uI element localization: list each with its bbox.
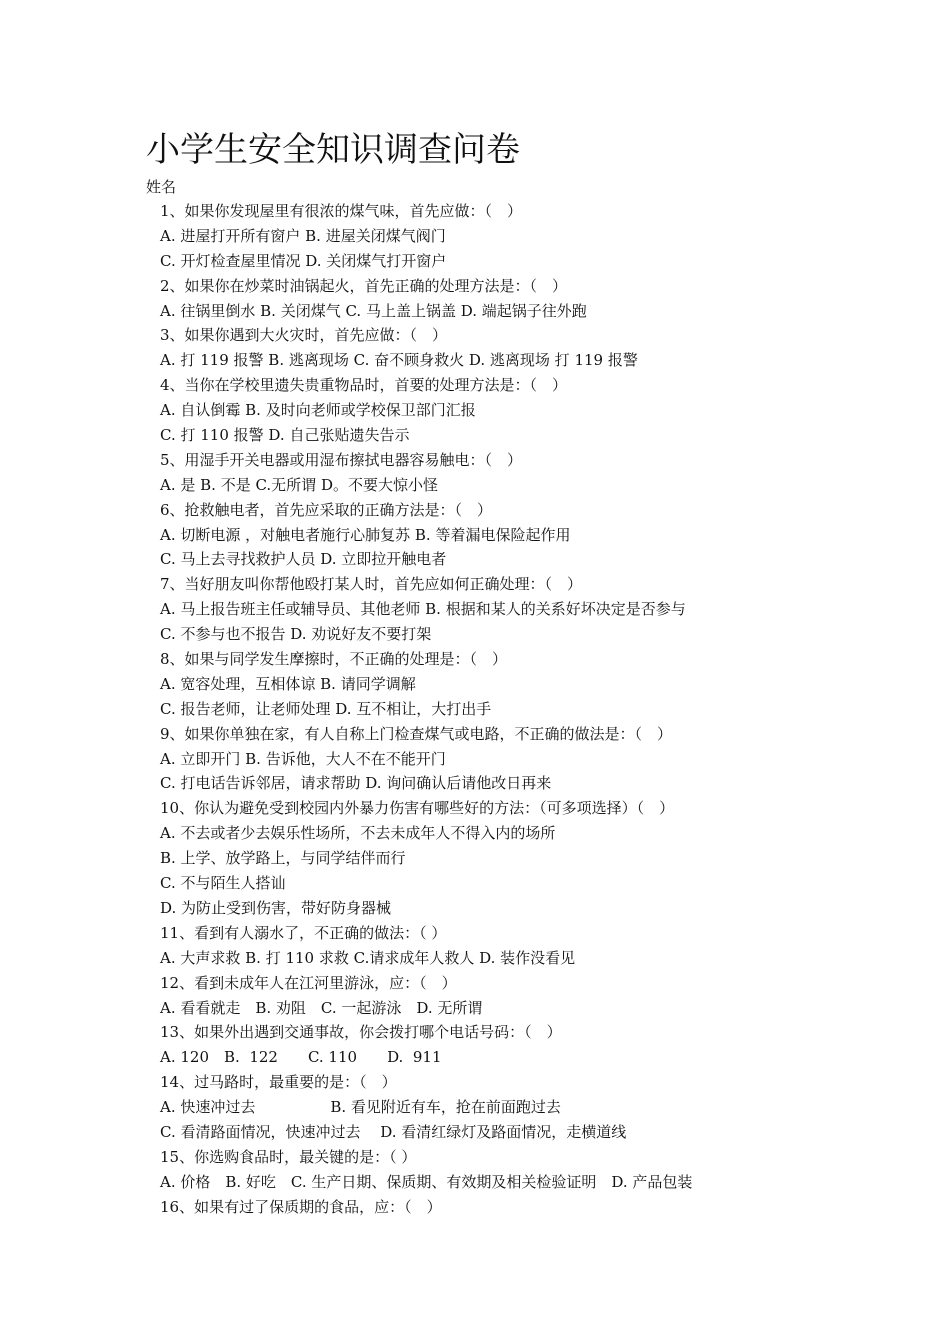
answer-options: C. 马上去寻找救护人员 D. 立即拉开触电者 (160, 550, 447, 569)
question-text: 1、如果你发现屋里有很浓的煤气味，首先应做：（ ） (160, 202, 523, 220)
answer-options: A. 宽容处理，互相体谅 B. 请同学调解 (160, 674, 416, 693)
question-text: 5、用湿手开关电器或用湿布擦拭电器容易触电：（ ） (160, 450, 523, 469)
question-text: 9、如果你单独在家，有人自称上门检查煤气或电路，不正确的做法是：（ ） (160, 724, 673, 743)
question-text: 7、当好朋友叫你帮他殴打某人时，首先应如何正确处理：（ ） (160, 575, 583, 594)
answer-options: A. 120 B. 122 C. 110 D. 911 (160, 1048, 442, 1067)
answer-options: A. 往锅里倒水 B. 关闭煤气 C. 马上盖上锅盖 D. 端起锅子往外跑 (160, 301, 587, 320)
question-text: 11、看到有人溺水了，不正确的做法：（ ） (160, 923, 447, 942)
question-text: 3、如果你遇到大火灾时，首先应做：（ ） (160, 326, 448, 345)
answer-options: A. 立即开门 B. 告诉他，大人不在不能开门 (160, 749, 446, 768)
answer-options: A. 价格 B. 好吃 C. 生产日期、保质期、有效期及相关检验证明 D. 产品包装 (160, 1172, 693, 1191)
answer-options: C. 报告老师，让老师处理 D. 互不相让，大打出手 (160, 699, 492, 718)
answer-options: D. 为防止受到伤害，带好防身器械 (160, 898, 392, 917)
answer-options: A. 打 119 报警 B. 逃离现场 C. 奋不顾身救火 D. 逃离现场 打 119 报警 (160, 351, 638, 370)
question-text: 4、当你在学校里遗失贵重物品时，首要的处理方法是：（ ） (160, 376, 568, 395)
answer-options: C. 打 110 报警 D. 自己张贴遗失告示 (160, 426, 410, 445)
answer-options: C. 看清路面情况，快速冲过去 D. 看清红绿灯及路面情况，走横道线 (160, 1122, 627, 1141)
answer-options: A. 是 B. 不是 C.无所谓 D。不要大惊小怪 (160, 475, 438, 494)
question-text: 13、如果外出遇到交通事故，你会拨打哪个电话号码：（ ） (160, 1023, 562, 1042)
answer-options: C. 开灯检查屋里情况 D. 关闭煤气打开窗户 (160, 251, 447, 270)
answer-options: A. 大声求救 B. 打 110 求救 C.请求成年人救人 D. 装作没看见 (160, 948, 576, 967)
question-text: 15、你选购食品时，最关键的是：（ ） (160, 1147, 417, 1166)
name-label: 姓名 (146, 178, 177, 196)
answer-options: A. 切断电源 ，对触电者施行心肺复苏 B. 等着漏电保险起作用 (160, 525, 571, 544)
answer-options: C. 不与陌生人搭讪 (160, 874, 286, 893)
answer-options: A. 快速冲过去 B. 看见附近有车，抢在前面跑过去 (160, 1098, 561, 1117)
answer-options: A. 马上报告班主任或辅导员、其他老师 B. 根据和某人的关系好坏决定是否参与 (160, 600, 686, 619)
question-list (160, 199, 800, 1220)
answer-options: A. 自认倒霉 B. 及时向老师或学校保卫部门汇报 (160, 401, 476, 420)
question-text: 16、如果有过了保质期的食品，应：（ ） (160, 1197, 442, 1216)
question-text: 12、看到未成年人在江河里游泳，应：（ ） (160, 973, 457, 992)
question-text: 2、如果你在炒菜时油锅起火，首先正确的处理方法是：（ ） (160, 276, 568, 295)
answer-options: B. 上学、放学路上，与同学结伴而行 (160, 849, 406, 868)
answer-options: A. 看看就走 B. 劝阻 C. 一起游泳 D. 无所谓 (160, 998, 483, 1017)
answer-options: C. 不参与也不报告 D. 劝说好友不要打架 (160, 625, 432, 644)
question-text: 6、抢救触电者，首先应采取的正确方法是：（ ） (160, 500, 493, 519)
question-text: 8、如果与同学发生摩擦时，不正确的处理是：（ ） (160, 650, 508, 669)
answer-options: C. 打电话告诉邻居，请求帮助 D. 询问确认后请他改日再来 (160, 774, 552, 793)
question-text: 14、过马路时，最重要的是：（ ） (160, 1073, 397, 1092)
answer-options: A. 进屋打开所有窗户 B. 进屋关闭煤气阀门 (160, 226, 446, 245)
question-text: 10、你认为避免受到校园内外暴力伤害有哪些好的方法：（可多项选择）（ ） (160, 799, 675, 818)
answer-options: A. 不去或者少去娱乐性场所，不去未成年人不得入内的场所 (160, 824, 556, 843)
document-title: 小学生安全知识调查问卷 (146, 130, 520, 170)
